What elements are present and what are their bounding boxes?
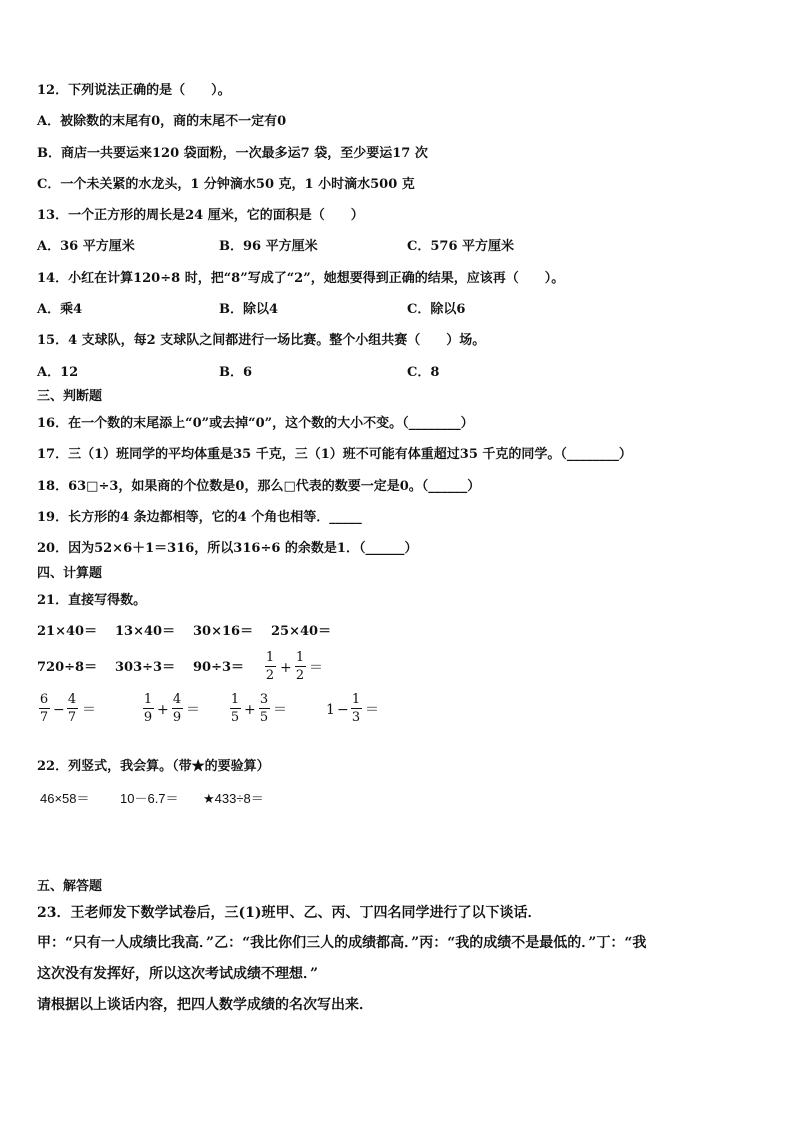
q23-dialogue-line: 甲：“只有一人成绩比我高．”乙：“我比你们三人的成绩都高．”丙：“我的成绩不是最低的．”丁：“我	[37, 935, 647, 951]
section-heading-calculation: 四、计算题	[37, 566, 103, 581]
q16-text: 16．在一个数的末尾添上“0”或去掉“0”，这个数的大小不变。（________）	[37, 416, 474, 431]
q12-stem: 12．下列说法正确的是（ ）。	[37, 83, 231, 98]
fraction-numerator: 6	[39, 692, 49, 707]
fraction-bar	[230, 708, 241, 709]
q12-option-b: B．商店一共要运来120 袋面粉，一次最多运7 袋，至少要运17 次	[37, 146, 428, 161]
q21-row1-item: 30×16＝	[193, 624, 254, 639]
q21-row1-item: 25×40＝	[271, 624, 332, 639]
fraction-numerator: 4	[172, 692, 182, 707]
q14-option-a: A．乘4	[37, 302, 83, 317]
fraction	[66, 692, 78, 725]
q19-text: 19．长方形的4 条边都相等，它的4 个角也相等．_____	[37, 510, 362, 525]
fraction-denominator: 5	[230, 710, 240, 725]
operator: −	[53, 702, 65, 718]
q17-text: 17．三（1）班同学的平均体重是35 千克，三（1）班不可能有体重超过35 千克的同学。（________）	[37, 447, 632, 462]
q20-text: 20．因为52×6＋1＝316，所以316÷6 的余数是1．（______）	[37, 541, 418, 556]
fraction	[264, 650, 276, 683]
fraction-bar	[172, 708, 183, 709]
equals-sign: ＝	[273, 702, 287, 718]
fraction-bar	[295, 666, 306, 667]
fraction	[229, 692, 241, 725]
fraction-denominator: 5	[259, 710, 269, 725]
fraction	[294, 650, 306, 683]
fraction-denominator: 2	[295, 668, 305, 683]
fraction-denominator: 7	[39, 710, 49, 725]
fraction-bar	[351, 708, 362, 709]
q14-stem: 14．小红在计算120÷8 时，把“8”写成了“2”，她想要得到正确的结果，应该再（ ）。	[37, 271, 565, 286]
equals-sign: ＝	[186, 702, 200, 718]
fraction-denominator: 9	[172, 710, 182, 725]
fraction	[171, 692, 183, 725]
q12-option-a: A．被除数的末尾有0，商的末尾不一定有0	[37, 114, 287, 129]
fraction-bar	[67, 708, 78, 709]
q14-option-c: C．除以6	[407, 302, 466, 317]
operator: +	[157, 702, 169, 718]
whole-number: 1	[326, 702, 335, 718]
fraction-numerator: 1	[351, 692, 361, 707]
q15-option-a: A．12	[37, 365, 79, 380]
fraction-numerator: 3	[259, 692, 269, 707]
fraction	[350, 692, 362, 725]
q14-option-b: B．除以4	[219, 302, 279, 317]
q23-stem: 23．王老师发下数学试卷后，三(1)班甲、乙、丙、丁四名同学进行了以下谈话．	[37, 905, 542, 921]
q13-option-c: C．576 平方厘米	[407, 239, 515, 254]
fraction-bar	[143, 708, 154, 709]
fraction-denominator: 2	[265, 668, 275, 683]
fraction-bar	[265, 666, 276, 667]
q13-option-a: A．36 平方厘米	[37, 239, 135, 254]
q21-row2-item: 90÷3＝	[193, 660, 245, 675]
q21-row2-item: 303÷3＝	[115, 660, 176, 675]
fraction-bar	[39, 708, 50, 709]
equals-sign: ＝	[365, 702, 379, 718]
q15-stem: 15．4 支球队，每2 支球队之间都进行一场比赛。整个小组共赛（ ）场。	[37, 333, 486, 348]
section-heading-judgement: 三、判断题	[37, 389, 103, 404]
q21-row1-item: 21×40＝	[37, 624, 98, 639]
fraction	[258, 692, 270, 725]
equals-sign: ＝	[82, 702, 96, 718]
operator: +	[244, 702, 256, 718]
fraction-numerator: 1	[143, 692, 153, 707]
fraction-numerator: 4	[67, 692, 77, 707]
q22-item: 46×58＝	[40, 791, 90, 806]
section-heading-word-problems: 五、解答题	[37, 879, 103, 894]
q22-item: ★433÷8＝	[203, 791, 264, 806]
q23-instruction: 请根据以上谈话内容，把四人数学成绩的名次写出来．	[37, 997, 373, 1013]
q15-option-b: B．6	[219, 365, 253, 380]
fraction-denominator: 7	[67, 710, 77, 725]
fraction-numerator: 1	[295, 650, 305, 665]
q18-text: 18．63□÷3，如果商的个位数是0，那么□代表的数要一定是0。（______）	[37, 479, 481, 494]
q13-stem: 13．一个正方形的周长是24 厘米，它的面积是（ ）	[37, 208, 364, 223]
operator: −	[337, 702, 349, 718]
q15-option-c: C．8	[407, 365, 440, 380]
q22-stem: 22．列竖式，我会算。（带★的要验算）	[37, 759, 270, 774]
q21-row2-item: 720÷8＝	[37, 660, 98, 675]
fraction	[142, 692, 154, 725]
fraction-numerator: 1	[230, 692, 240, 707]
q12-option-c: C．一个未关紧的水龙头，1 分钟滴水50 克，1 小时滴水500 克	[37, 177, 415, 192]
fraction	[38, 692, 50, 725]
q23-dialogue-line: 这次没有发挥好，所以这次考试成绩不理想．”	[37, 966, 319, 982]
q22-item: 10－6.7＝	[120, 791, 179, 806]
fraction-numerator: 1	[265, 650, 275, 665]
q21-row1-item: 13×40＝	[115, 624, 176, 639]
equals-sign: ＝	[309, 660, 323, 676]
q13-option-b: B．96 平方厘米	[219, 239, 318, 254]
operator: +	[280, 660, 292, 676]
fraction-denominator: 3	[351, 710, 361, 725]
q21-stem: 21．直接写得数。	[37, 593, 147, 608]
fraction-bar	[259, 708, 270, 709]
fraction-denominator: 9	[143, 710, 153, 725]
